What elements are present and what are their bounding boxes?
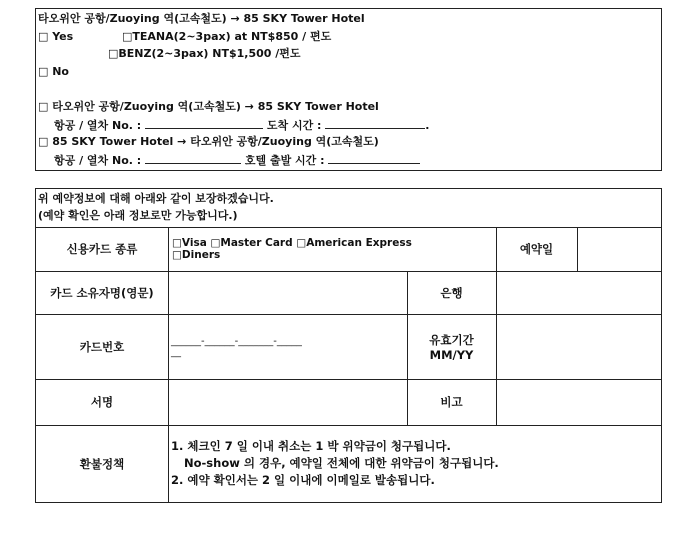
card-number-blank-continued: __	[171, 346, 181, 358]
departure-time-label: 호텔 출발 시간 :	[244, 154, 325, 167]
refund-policy-line3: 2. 예약 확인서는 2 일 이내에 이메일로 발송됩니다.	[171, 473, 435, 487]
route-pickup-checkbox[interactable]: □ 타오위안 공항/Zuoying 역(고속철도) → 85 SKY Tower Hotel	[38, 100, 379, 113]
refund-policy-text	[168, 425, 661, 502]
card-type-options-line1[interactable]: □Visa □Master Card □American Express	[172, 237, 412, 249]
arrival-flight-field[interactable]	[145, 117, 263, 129]
booking-guarantee-table	[35, 188, 662, 503]
arrival-period: .	[425, 119, 430, 132]
card-number-label: 카드번호	[79, 339, 125, 354]
departure-flight-label: 항공 / 열차 No. :	[54, 154, 142, 167]
signature-field[interactable]	[168, 379, 407, 425]
card-type-options-line2[interactable]: □Diners	[172, 249, 221, 261]
transfer-yes-checkbox[interactable]: □ Yes	[38, 30, 74, 43]
remarks-label: 비고	[440, 395, 463, 409]
booking-date-label: 예약일	[519, 242, 554, 256]
guarantee-intro-line1: 위 예약정보에 대해 아래와 같이 보장하겠습니다.	[38, 192, 274, 205]
arrival-flight-label: 항공 / 열차 No. :	[54, 119, 142, 132]
bank-label: 은행	[440, 285, 463, 300]
refund-policy-line2: No-show 의 경우, 예약일 전체에 대한 위약금이 청구됩니다.	[184, 456, 499, 470]
departure-info-line	[54, 152, 420, 168]
card-holder-field[interactable]	[168, 271, 407, 314]
card-holder-label: 카드 소유자명(영문)	[50, 285, 154, 300]
expiry-field[interactable]	[496, 314, 661, 379]
arrival-time-label: 도착 시간 :	[266, 119, 322, 132]
teana-option-checkbox[interactable]: □TEANA(2~3pax) at NT$850 / 편도	[122, 30, 332, 43]
card-type-label: 신용카드 종류	[66, 242, 138, 256]
remarks-field[interactable]	[496, 379, 661, 425]
benz-option-checkbox[interactable]: □BENZ(2~3pax) NT$1,500 /편도	[108, 47, 301, 60]
transfer-no-checkbox[interactable]: □ No	[38, 65, 69, 78]
arrival-time-field[interactable]	[325, 117, 425, 129]
refund-policy-line1: 1. 체크인 7 일 이내 취소는 1 박 위약금이 청구됩니다.	[171, 439, 451, 453]
expiry-format: MM/YY	[429, 347, 474, 362]
arrival-info-line	[54, 117, 429, 133]
transfer-section	[35, 8, 662, 171]
route-dropoff-checkbox[interactable]: □ 85 SKY Tower Hotel → 타오위안 공항/Zuoying 역(고속철도)	[38, 135, 379, 148]
card-type-options	[168, 227, 496, 271]
route-airport-to-hotel-heading: 타오위안 공항/Zuoying 역(고속철도) → 85 SKY Tower Hotel	[38, 12, 365, 25]
booking-date-field[interactable]	[577, 227, 661, 271]
departure-time-field[interactable]	[328, 152, 420, 164]
refund-policy-label: 환불정책	[79, 456, 125, 471]
bank-field[interactable]	[496, 271, 661, 314]
guarantee-intro-line2: (예약 확인은 아래 정보로만 가능합니다.)	[38, 209, 238, 222]
expiry-label-cell	[407, 314, 496, 379]
card-number-field[interactable]	[168, 314, 407, 379]
signature-label: 서명	[90, 395, 114, 409]
departure-flight-field[interactable]	[145, 152, 241, 164]
expiry-label: 유효기간	[429, 332, 474, 347]
card-number-blank: ______-______-_______-_____	[171, 335, 302, 347]
